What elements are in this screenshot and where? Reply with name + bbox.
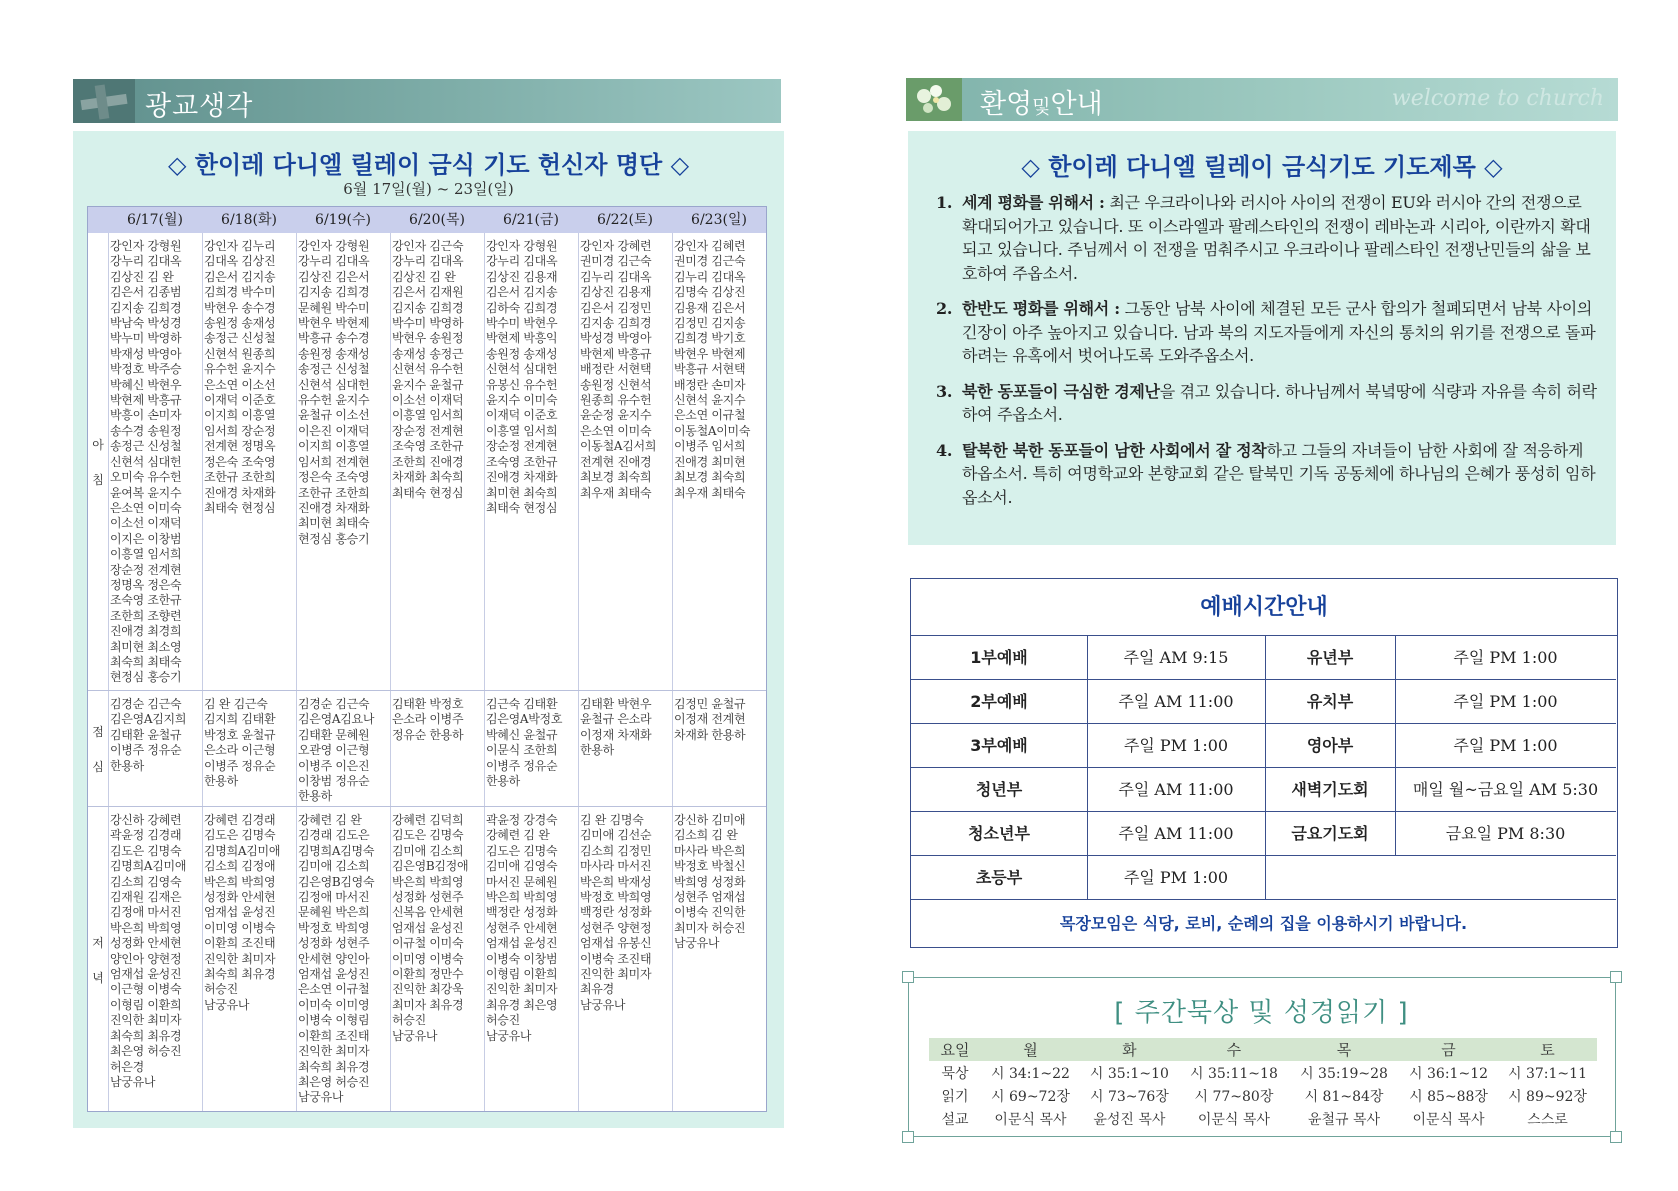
name-list: 김정민 윤철규 이정재 전계현 차재화 한용하: [674, 697, 746, 742]
worship-note: 목장모임은 식당, 로비, 순례의 집을 이용하시기 바랍니다.: [1059, 914, 1468, 933]
table-row: 묵상 시 34:1~22 시 35:1~10 시 35:11~18 시 35:19~28 시 36:1~12 시 37:1~11: [941, 1065, 1587, 1082]
frame-corner: [902, 971, 914, 983]
day-header: 6/22(토): [597, 212, 653, 228]
name-list: 김 완 김명숙 김미애 김선순 김소희 김정민 마사라 마서진 박은희 박재성 박정호 박희영 백정란 성정화 성현주 양현정 엄재섭 유봉신 이병숙 조진태 진익한 최미자 최유경 남궁유나: [580, 813, 652, 1012]
table-row: 읽기 시 69~72장 시 73~76장 시 77~80장 시 81~84장 시 85~88장 시 89~92장: [941, 1088, 1587, 1105]
name-list: 김경순 김근숙 김은영A김요나 김태환 문혜원 오관영 이근형 이병주 이은진 이창범 정유순 한용하: [298, 697, 375, 804]
prayer-title: [908, 147, 1616, 182]
day-header: 6/17(월): [127, 212, 183, 228]
name-list: 김태환 박현우 윤철규 은소라 이정재 차재화 한용하: [580, 697, 652, 758]
bible-reading-box: [908, 977, 1616, 1137]
day-header: 6/18(화): [221, 212, 277, 228]
prayer-topics-panel: [908, 131, 1616, 545]
name-list: 강인자 강형원 강누리 김대옥 김상진 김 완 김은서 김종범 김지송 김희경 박남숙 박성경 박누미 박영하 박재성 박영아 박정호 박주승 박혜신 박현우 박현제 박흥규 박흥이 손미자 송수경 송원정 송정근 신성철 신현석 심대헌 오미숙 유수헌 윤여복 윤지수 은소연 이미숙 이소선 이재덕 이지은 이창범 이흥열 임서희 장순정 전계현 정명옥 정은숙 조숙영 조한규 조한희 조향련 진애경 최경희 최미현 최소영 최숙희 최태숙 현정심 홍승기: [110, 239, 182, 685]
bible-reading-table: [929, 1038, 1597, 1130]
frame-corner: [902, 1131, 914, 1143]
diamond-icon: ◇: [1021, 153, 1040, 181]
prayer-item: 1. 세계 평화를 위해서 : 최근 우크라이나와 러시아 사이의 전쟁이 EU와 러시아 간의 전쟁으로 확대되어가고 있습니다. 또 이스라엘과 팔레스타인의 전쟁이 레바논과 시리아, 이란까지 확대되고 있습니다. 주님께서 이 전쟁을 멈춰주시고 우크라이나 팔레스타인 전쟁난민들의 삶을 보호하여 주옵소서.: [936, 193, 1591, 283]
worship-row: 초등부 주일 PM 1:00: [911, 856, 1616, 900]
worship-row: 2부예배 주일 AM 11:00 유치부 주일 PM 1:00: [911, 680, 1616, 724]
diamond-icon: ◇: [167, 151, 187, 179]
worship-times-table: [910, 578, 1618, 948]
roster-date-range: 6월 17일(월) ~ 23일(일): [343, 180, 514, 198]
name-list: 김근숙 김태환 김은영A박정호 박혜신 윤철규 이문식 조한희 이병주 정유순 한용하: [486, 697, 563, 789]
prayer-list: [936, 191, 1598, 521]
name-list: 강인자 강형원 강누리 김대옥 김상진 김용재 김은서 김지송 김하숙 김희경 박수미 박현우 박현제 박흥익 송원정 송재성 신현석 심대헌 유봉신 유수헌 윤지수 이미숙 이재덕 이준호 이흥열 임서희 장순정 전계현 조숙영 조한규 진애경 차재화 최미현 최숙희 최태숙 현정심: [486, 239, 558, 515]
frame-corner: [1610, 971, 1622, 983]
roster-title-text: 한이레 다니엘 릴레이 금식 기도 헌신자 명단: [194, 151, 663, 179]
name-list: 강인자 김근숙 강누리 김대옥 김상진 김 완 김은서 김재원 김지송 김희경 박수미 박영하 박현우 송원정 송재성 송정근 신현석 유수헌 윤지수 윤철규 이소선 이재덕 이흥열 임서희 장순정 전계현 조숙영 조한규 조한희 진애경 차재화 최숙희 최태숙 현정심: [392, 239, 464, 500]
diamond-icon: ◇: [1484, 153, 1503, 181]
name-list: 강인자 김혜련 권미경 김근숙 김누리 김대옥 김명숙 김상진 김용재 김은서 김정민 김지송 김희경 박기호 박현우 박현제 박흥규 서현택 배정란 손미자 신현석 윤지수 은소연 이규철 이동철A이미숙 이병주 임서희 진애경 최미현 최보경 최숙희 최우재 최태숙: [674, 239, 751, 500]
prayer-item: 3. 북한 동포들이 극심한 경제난을 겪고 있습니다. 하나님께서 북녘땅에 식량과 자유를 속히 허락 하여 주옵소서.: [936, 381, 1597, 424]
frame-corner: [1610, 1131, 1622, 1143]
meal-label-breakfast: 아 침: [92, 437, 104, 487]
name-list: 곽윤정 강경숙 강혜련 김 완 김도은 김명숙 김미애 김영숙 마서진 문혜원 박은희 박희영 백정란 성정화 성현주 안세현 엄재섭 윤성진 이병숙 이창범 이형림 이환희 진익한 최미자 최유경 최은영 허승진 남궁유나: [486, 813, 558, 1043]
meal-label-dinner: 저 녁: [92, 935, 104, 985]
left-section-banner: [73, 79, 781, 123]
prayer-item: 2. 한반도 평화를 위해서 : 그동안 남북 사이에 체결된 모든 군사 합의가 철폐되면서 남북 사이의 긴장이 아주 높아지고 있습니다. 남과 북의 지도자들에게 자신의 통치의 위기를 전쟁으로 돌파하려는 유혹에서 벗어나도록 도와주옵소서.: [936, 299, 1596, 365]
name-list: 강혜련 김 완 김경래 김도은 김명희A김명숙 김미애 김소희 김은영B김영숙 김정애 마서진 문혜원 박은희 박정호 박희영 성정화 성현주 안세현 양인아 엄재섭 윤성진 은소연 이규철 이미숙 이미영 이병숙 이형림 이환희 조진태 진익한 최미자 최숙희 최유경 최은영 허승진 남궁유나: [298, 813, 375, 1105]
meal-band-breakfast: [88, 233, 766, 690]
welcome-script: welcome to church: [1391, 86, 1604, 111]
roster-header-row: [88, 207, 766, 233]
name-list: 강혜련 김덕희 김도은 김명숙 김미애 김소희 김은영B김정애 박은희 박희영 성정화 성현주 신복음 안세현 엄재섭 윤성진 이규철 이미숙 이미영 이병숙 이환희 정만수 진익한 최강욱 최미자 최유경 허승진 남궁유나: [392, 813, 469, 1043]
left-section-title: 광교생각: [145, 91, 254, 122]
roster-title: [73, 145, 784, 180]
flower-icon: [906, 78, 962, 121]
worship-row: 청년부 주일 AM 11:00 새벽기도회 매일 월~금요일 AM 5:30: [911, 768, 1616, 812]
bible-header-row: 요일 월 화 수 목 금 토: [929, 1038, 1597, 1061]
worship-row: 1부예배 주일 AM 9:15 유년부 주일 PM 1:00: [911, 636, 1616, 680]
day-header: 6/20(목): [409, 212, 465, 228]
name-list: 강인자 강형원 강누리 김대옥 김상진 김은서 김지송 김희경 문혜원 박수미 박현우 박현제 박흥규 송수경 송원정 송재성 송정근 신성철 신현석 심대헌 유수헌 윤지수 윤철규 이소선 이은진 이재덕 이지희 이흥열 임서희 전계현 정은숙 조숙영 조한규 조한희 진애경 차재화 최미현 최태숙 현정심 홍승기: [298, 239, 370, 546]
name-list: 강인자 김누리 김대옥 김상진 김은서 김지송 김희경 박수미 박현우 송수경 송원정 송재성 송정근 신성철 신현석 원종희 유수헌 윤지수 은소연 이소선 이재덕 이준호 이지희 이흥열 임서희 장순정 전계현 정명옥 정은숙 조숙영 조한규 조한희 진애경 차재화 최태숙 현정심: [204, 239, 276, 515]
name-list: 강신하 김미애 김소희 김 완 마사라 박은희 박정호 박철신 박희영 성정화 성현주 엄재섭 이병숙 진익한 최미자 허승진 남궁유나: [674, 813, 746, 951]
prayer-item: 4. 탈북한 북한 동포들이 남한 사회에서 잘 정착하고 그들의 자녀들이 남한 사회에 잘 적응하게 하옵소서. 특히 여명학교와 본향교회 같은 탈북민 기독 공동체에 하나님의 은혜가 풍성히 임하옵소서.: [936, 440, 1596, 507]
cross-icon: [73, 79, 135, 123]
worship-row: 3부예배 주일 PM 1:00 영아부 주일 PM 1:00: [911, 724, 1616, 768]
roster-table: [87, 206, 767, 1112]
name-list: 김경순 김근숙 김은영A김지희 김태환 윤철규 이병주 정유순 한용하: [110, 697, 187, 773]
name-list: 김태환 박정호 은소라 이병주 정유순 한용하: [392, 697, 464, 742]
right-section-title: 환영및안내: [980, 89, 1103, 120]
worship-title: 예배시간안내: [911, 579, 1617, 636]
meal-band-lunch: [88, 690, 766, 806]
day-header: 6/23(일): [691, 212, 747, 228]
prayer-title-text: 한이레 다니엘 릴레이 금식기도 기도제목: [1048, 153, 1476, 181]
right-section-banner: [906, 78, 1618, 121]
day-header: 6/19(수): [315, 212, 371, 228]
name-list: 강인자 강혜련 권미경 김근숙 김누리 김대옥 김상진 김용재 김은서 김정민 김지송 김희경 박성경 박영아 박현제 박흥규 배정란 서현택 송원정 신현석 원종희 유수헌 윤순정 윤지수 은소연 이미숙 이동철A김서희 전계현 진애경 최보경 최숙희 최우재 최태숙: [580, 239, 657, 500]
table-row: 설교 이문식 목사 윤성진 목사 이문식 목사 윤철규 목사 이문식 목사 스스로: [941, 1111, 1568, 1128]
bible-title: [ 주간묵상 및 성경읽기 ]: [1114, 998, 1409, 1028]
meal-label-lunch: 점 심: [92, 725, 104, 774]
worship-row: 청소년부 주일 AM 11:00 금요기도회 금요일 PM 8:30: [911, 812, 1616, 856]
name-list: 강혜련 김경래 김도은 김명숙 김명희A김미애 김소희 김정애 박은희 박희영 성정화 안세현 엄재섭 윤성진 이미영 이병숙 이환희 조진태 진익한 최미자 최숙희 최유경 허승진 남궁유나: [204, 813, 281, 1012]
day-header: 6/21(금): [503, 212, 559, 228]
fasting-roster-panel: [73, 131, 784, 1128]
diamond-icon: ◇: [670, 151, 690, 179]
name-list: 김 완 김근숙 김지희 김태환 박정호 윤철규 은소라 이근형 이병주 정유순 한용하: [204, 697, 276, 789]
name-list: 강신하 강혜련 곽윤정 김경래 김도은 김명숙 김명희A김미애 김소희 김영숙 김재원 김재은 김정애 마서진 박은희 박희영 성정화 안세현 양인아 양현정 엄재섭 윤성진 이근형 이병숙 이형림 이환희 진익한 최미자 최숙희 최유경 최은영 허승진 허은경 남궁유나: [110, 813, 187, 1089]
meal-band-dinner: [88, 806, 766, 1111]
